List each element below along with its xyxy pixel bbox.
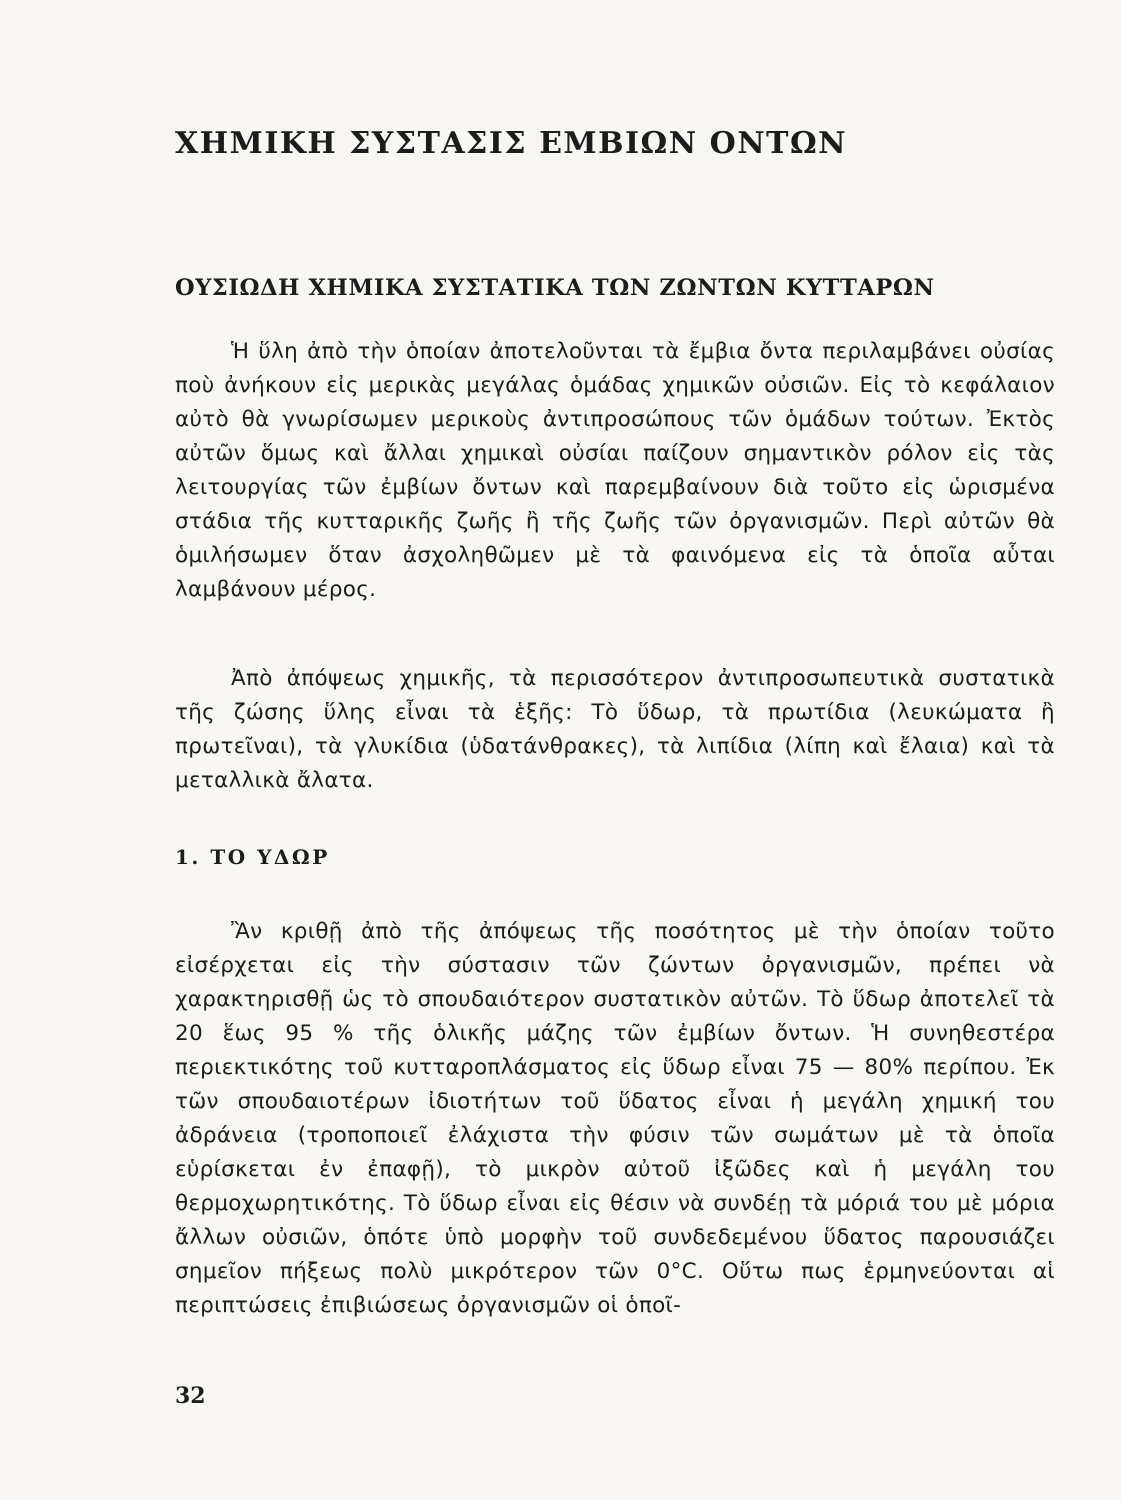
- section-heading-water: 1. ΤΟ ΥΔΩΡ: [175, 845, 330, 869]
- section-subtitle: ΟΥΣΙΩΔΗ ΧΗΜΙΚΑ ΣΥΣΤΑΤΙΚΑ ΤΩΝ ΖΩΝΤΩΝ ΚΥΤΤΑΡΩΝ: [175, 275, 935, 301]
- chapter-title: ΧΗΜΙΚΗ ΣΥΣΤΑΣΙΣ ΕΜΒΙΩΝ ΟΝΤΩΝ: [175, 126, 848, 161]
- body-paragraph-water: Ἂν κριθῇ ἀπὸ τῆς ἀπόψεως τῆς ποσότητος μὲ τὴν ὁποίαν τοῦτο εἰσέρχεται εἰς τὴν σύστασιν τῶν ζώντων ὀργανισμῶν, πρέπει νὰ χαρακτηρισθῇ ὡς τὸ σπουδαιότερον συστατικὸν αὐτῶν. Τὸ ὕδωρ ἀποτελεῖ τὰ 20 ἕως 95 % τῆς ὁλικῆς μάζης τῶν ἐμβίων ὄντων. Ἡ συνηθεστέρα περιεκτικότης τοῦ κυτταροπλάσματος εἰς ὕδωρ εἶναι 75 — 80% περίπου. Ἐκ τῶν σπουδαιοτέρων ἰδιοτήτων τοῦ ὕδατος εἶναι ἡ μεγάλη χημική του ἀδράνεια (τροποποιεῖ ἐλάχιστα τὴν φύσιν τῶν σωμάτων μὲ τὰ ὁποῖα εὑρίσκεται ἐν ἐπαφῇ), τὸ μικρὸν αὐτοῦ ἰξῶδες καὶ ἡ μεγάλη του θερμοχωρητικότης. Τὸ ὕδωρ εἶναι εἰς θέσιν νὰ συνδέῃ τὰ μόριά του μὲ μόρια ἄλλων οὐσιῶν, ὁπότε ὑπὸ μορφὴν τοῦ συνδεδεμένου ὕδατος παρουσιάζει σημεῖον πήξεως πολὺ μικρότερον τῶν 0°C. Οὕτω πως ἑρμηνεύονται αἱ περιπτώσεις ἐπιβιώσεως ὀργανισμῶν οἱ ὁποῖ-: [175, 919, 1055, 1318]
- body-paragraph-2: Ἀπὸ ἀπόψεως χημικῆς, τὰ περισσότερον ἀντιπροσωπευτικὰ συστατικὰ τῆς ζώσης ὕλης εἶναι τὰ ἑξῆς: Τὸ ὕδωρ, τὰ πρωτίδια (λευκώματα ἢ πρωτεῖναι), τὰ γλυκίδια (ὑδατάνθρακες), τὰ λιπίδια (λίπη καὶ ἔλαια) καὶ τὰ μεταλλικὰ ἄλατα.: [175, 666, 1055, 793]
- page-number: 32: [175, 1383, 206, 1409]
- body-paragraph-1: Ἡ ὕλη ἀπὸ τὴν ὁποίαν ἀποτελοῦνται τὰ ἔμβια ὄντα περιλαμβάνει οὐσίας ποὺ ἀνήκουν εἰς μερικὰς μεγάλας ὁμάδας χημικῶν οὐσιῶν. Εἰς τὸ κεφάλαιον αὐτὸ θὰ γνωρίσωμεν μερικοὺς ἀντιπροσώπους τῶν ὁμάδων τούτων. Ἐκτὸς αὐτῶν ὅμως καὶ ἄλλαι χημικαὶ οὐσίαι παίζουν σημαντικὸν ρόλον εἰς τὰς λειτουργίας τῶν ἐμβίων ὄντων καὶ παρεμβαίνουν διὰ τοῦτο εἰς ὡρισμένα στάδια τῆς κυτταρικῆς ζωῆς ἢ τῆς ζωῆς τῶν ὀργανισμῶν. Περὶ αὐτῶν θὰ ὁμιλήσωμεν ὅταν ἀσχοληθῶμεν μὲ τὰ φαινόμενα εἰς τὰ ὁποῖα αὗται λαμβάνουν μέρος.: [175, 339, 1055, 602]
